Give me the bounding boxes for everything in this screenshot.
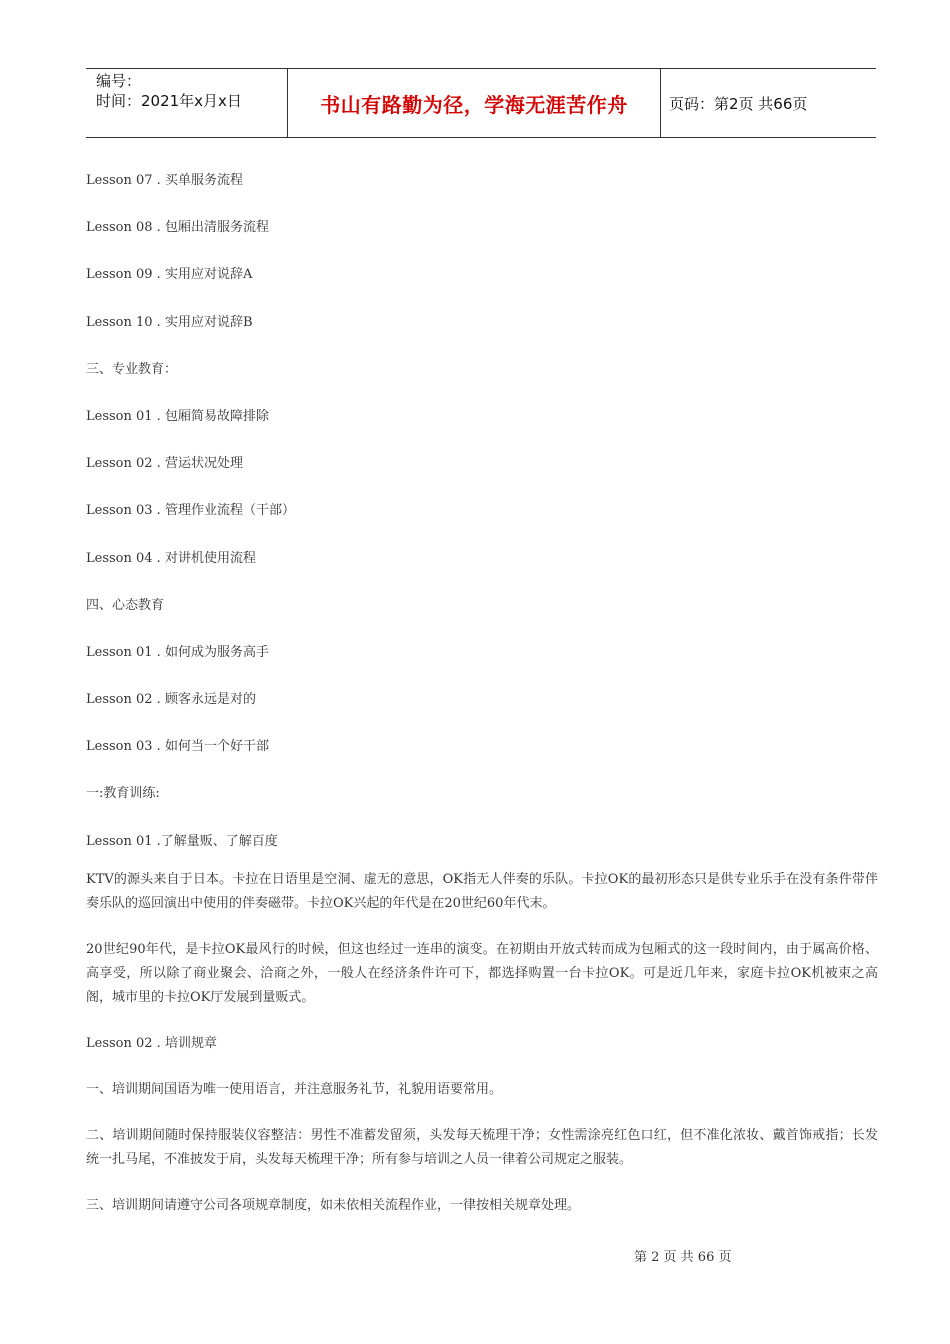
page-footer: 第 2 页 共 66 页 — [634, 1250, 732, 1265]
lesson-line: Lesson 10 . 实用应对说辞B — [86, 314, 253, 330]
rule-paragraph: 一、培训期间国语为唯一使用语言，并注意服务礼节，礼貌用语要常用。 — [86, 1081, 503, 1097]
lesson-line: Lesson 09 . 实用应对说辞A — [86, 267, 253, 283]
section-heading: 三、专业教育： — [86, 361, 178, 377]
lesson-line: Lesson 04 . 对讲机使用流程 — [86, 550, 256, 566]
rule-paragraph: 二、培训期间随时保持服装仪容整洁：男性不准蓄发留须，头发每天梳理干净；女性需涂亮红色口红，但不准化浓妆、戴首饰戒指；长发统一扎马尾，不准披发于肩，头发每天梳理干净；所有参与培训之人员一律着公司规定之服装。 — [86, 1127, 878, 1167]
section-heading: 四、心态教育 — [86, 597, 165, 613]
paragraph: KTV的源头来自于日本。卡拉在日语里是空洞、虚无的意思，OK指无人伴奏的乐队。卡拉OK的最初形态只是供专业乐手在没有条件带伴奏乐队的巡回演出中使用的伴奏磁带。卡拉OK兴起的年代是在20世纪60年代末。 — [86, 871, 878, 911]
number-label: 编号： — [96, 72, 142, 90]
lesson-line: Lesson 01 . 如何成为服务高手 — [86, 644, 269, 660]
paragraph: 20世纪90年代，是卡拉OK最风行的时候，但这也经过一连串的演变。在初期由开放式转而成为包厢式的这一段时间内，由于属高价格、高享受，所以除了商业聚会、洽商之外，一般人在经济条件许可下，都选择购置一台卡拉OK。可是近几年来，家庭卡拉OK机被束之高阁，城市里的卡拉OK厅发展到量贩式。 — [86, 941, 878, 1005]
lesson-line: Lesson 01 .了解量贩、了解百度 — [86, 833, 278, 849]
lesson-line: Lesson 07 . 买单服务流程 — [86, 173, 243, 188]
document-body — [86, 168, 878, 1240]
lesson-line: Lesson 03 . 如何当一个好干部 — [86, 739, 269, 755]
header-page-number: 页码：第2页 共66页 — [669, 94, 808, 113]
page-header — [86, 68, 876, 138]
lesson-heading: Lesson 02 . 培训规章 — [86, 1035, 217, 1051]
header-meta — [86, 69, 288, 137]
lesson-line: Lesson 01 . 包厢简易故障排除 — [86, 408, 269, 424]
lesson-line: Lesson 03 . 管理作业流程（干部） — [86, 503, 295, 519]
lesson-line: Lesson 02 . 营运状况处理 — [86, 456, 243, 472]
lesson-line: Lesson 02 . 顾客永远是对的 — [86, 692, 256, 708]
rule-paragraph: 三、培训期间请遵守公司各项规章制度，如未依相关流程作业，一律按相关规章处理。 — [86, 1197, 581, 1213]
lesson-line: Lesson 08 . 包厢出清服务流程 — [86, 220, 269, 236]
section-heading: 一:教育训练: — [86, 786, 160, 802]
header-motto: 书山有路勤为径，学海无涯苦作舟 — [288, 69, 661, 137]
time-label: 时间：2021年x月x日 — [96, 92, 242, 110]
